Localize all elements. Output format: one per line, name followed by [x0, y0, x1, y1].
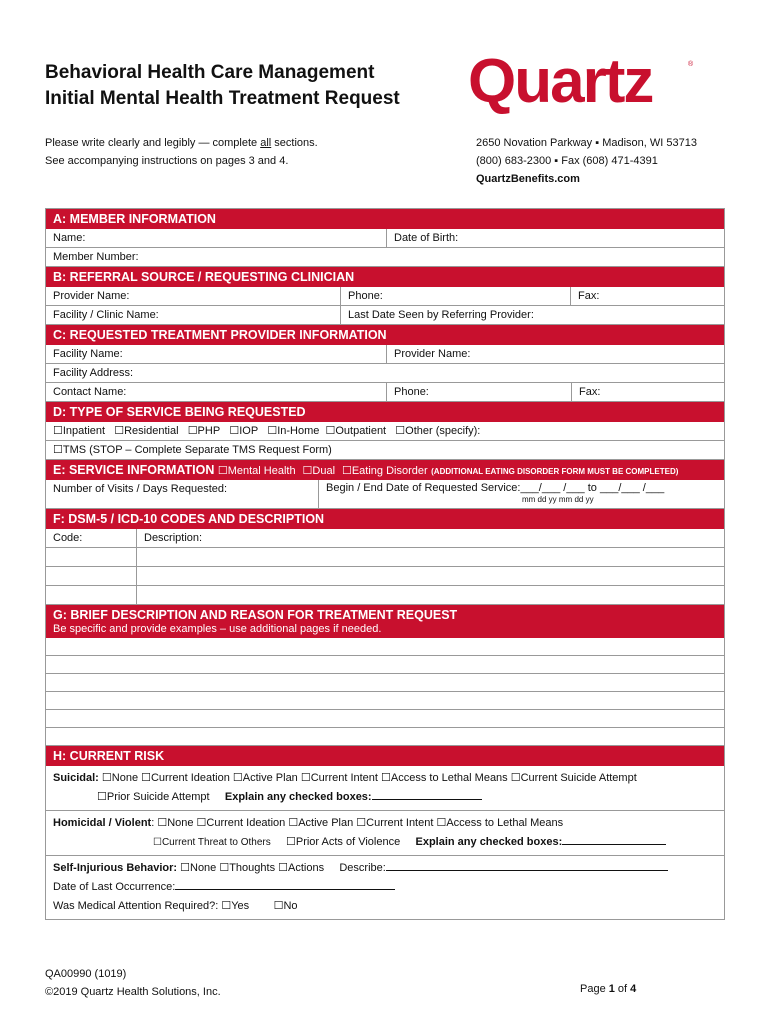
- suicidal-risk-block: Suicidal: ☐None ☐Current Ideation ☐Active Plan ☐Current Intent ☐Access to Lethal Means ☐Current Suicide Attempt ☐Prior Suicide Attempt Explain any checked boxes:: [46, 766, 724, 811]
- medical-attention-yes-checkbox[interactable]: Was Medical Attention Required?: ☐Yes: [53, 900, 250, 912]
- section-g-header: G: BRIEF DESCRIPTION AND REASON FOR TREATMENT REQUEST Be specific and provide examples – use additional pages if needed.: [46, 605, 724, 638]
- iop-checkbox[interactable]: ☐IOP: [229, 425, 259, 437]
- prior-violence-checkbox[interactable]: ☐Prior Acts of Violence: [286, 836, 401, 848]
- reason-line[interactable]: [46, 692, 724, 710]
- referring-phone-field[interactable]: Phone:: [341, 287, 571, 305]
- quartz-logo: [466, 44, 696, 124]
- title-line-2: Initial Mental Health Treatment Request: [45, 88, 400, 109]
- current-threat-checkbox[interactable]: ☐Current Threat to Others: [153, 837, 271, 848]
- last-occurrence-field[interactable]: [175, 889, 395, 890]
- website-link[interactable]: QuartzBenefits.com: [476, 173, 580, 185]
- prior-suicide-attempt-checkbox[interactable]: ☐Prior Suicide Attempt: [97, 791, 210, 803]
- description-field[interactable]: [137, 548, 724, 566]
- self-injury-options[interactable]: ☐None ☐Thoughts ☐Actions: [177, 862, 325, 874]
- facility-address-field[interactable]: Facility Address:: [53, 367, 134, 379]
- code-field[interactable]: [46, 567, 137, 585]
- reason-line[interactable]: [46, 674, 724, 692]
- intro-text: Please write clearly and legibly — complete all sections. See accompanying instructions on pages 3 and 4.: [45, 137, 318, 167]
- eating-disorder-note: (ADDITIONAL EATING DISORDER FORM MUST BE COMPLETED): [431, 467, 679, 476]
- tms-checkbox[interactable]: ☐TMS (STOP – Complete Separate TMS Request Form): [46, 441, 724, 460]
- service-dates-field[interactable]: Begin / End Date of Requested Service:___/___ /___ to ___/___ /___ mm dd yy mm dd yy: [326, 482, 665, 504]
- svg-text:®: ®: [688, 61, 694, 68]
- php-checkbox[interactable]: ☐PHP: [187, 425, 221, 437]
- member-number-field[interactable]: Member Number:: [53, 251, 139, 263]
- last-date-seen-field[interactable]: Last Date Seen by Referring Provider:: [348, 309, 534, 321]
- dual-checkbox[interactable]: ☐Dual: [302, 465, 336, 477]
- section-g-subtitle: Be specific and provide examples – use additional pages if needed.: [53, 623, 382, 635]
- phone-line: (800) 683-2300 ▪ Fax (608) 471-4391: [476, 155, 658, 167]
- description-field[interactable]: [137, 586, 724, 604]
- medical-attention-no-checkbox[interactable]: ☐No: [273, 900, 298, 912]
- code-field[interactable]: [46, 586, 137, 604]
- code-field[interactable]: Code:: [46, 529, 137, 547]
- residential-checkbox[interactable]: ☐Residential: [114, 425, 179, 437]
- member-name-field[interactable]: Name:: [46, 229, 387, 247]
- address-block: [476, 134, 697, 188]
- outpatient-checkbox[interactable]: ☐Outpatient: [325, 425, 387, 437]
- treatment-facility-name-field[interactable]: Facility Name:: [46, 345, 387, 363]
- description-field[interactable]: Description:: [144, 532, 203, 544]
- copyright: ©2019 Quartz Health Solutions, Inc.: [45, 986, 221, 998]
- eating-disorder-checkbox[interactable]: ☐Eating Disorder: [341, 465, 428, 477]
- date-of-birth-field[interactable]: Date of Birth:: [394, 232, 459, 244]
- form-title: [45, 60, 400, 112]
- section-a-header: A: MEMBER INFORMATION: [46, 209, 724, 229]
- mental-health-checkbox[interactable]: ☐Mental Health: [217, 465, 296, 477]
- service-type-options: [46, 422, 724, 441]
- visits-requested-field[interactable]: Number of Visits / Days Requested:: [46, 480, 319, 508]
- logo-text: Quartz: [468, 47, 653, 116]
- section-b-header: B: REFERRAL SOURCE / REQUESTING CLINICIAN: [46, 267, 724, 287]
- facility-clinic-name-field[interactable]: Facility / Clinic Name:: [46, 306, 341, 324]
- reason-line[interactable]: [46, 728, 724, 746]
- treatment-fax-field[interactable]: Fax:: [579, 386, 601, 398]
- address-line: 2650 Novation Parkway ▪ Madison, WI 53713: [476, 137, 697, 149]
- homicidal-risk-block: Homicidal / Violent: ☐None ☐Current Ideation ☐Active Plan ☐Current Intent ☐Access to Lethal Means ☐Current Threat to Others ☐Prior Acts of Violence Explain any checked boxes:: [46, 811, 724, 856]
- section-c-header: C: REQUESTED TREATMENT PROVIDER INFORMATION: [46, 325, 724, 345]
- footer-info: [45, 965, 221, 1001]
- section-d-header: D: TYPE OF SERVICE BEING REQUESTED: [46, 402, 724, 422]
- request-form: [45, 208, 725, 920]
- contact-name-field[interactable]: Contact Name:: [46, 383, 387, 401]
- section-e-header: E: SERVICE INFORMATION ☐Mental Health ☐Dual ☐Eating Disorder (ADDITIONAL EATING DISORDER FORM MUST BE COMPLETED): [46, 460, 724, 480]
- code-field[interactable]: [46, 548, 137, 566]
- homicidal-options[interactable]: : ☐None ☐Current Ideation ☐Active Plan ☐Current Intent ☐Access to Lethal Means: [151, 817, 564, 829]
- treatment-provider-name-field[interactable]: Provider Name:: [394, 348, 471, 360]
- description-field[interactable]: [137, 567, 724, 585]
- page-number: Page 1 of 4: [580, 983, 637, 995]
- describe-field[interactable]: [386, 870, 668, 871]
- inpatient-checkbox[interactable]: ☐Inpatient: [53, 425, 106, 437]
- referring-provider-name-field[interactable]: Provider Name:: [46, 287, 341, 305]
- reason-line[interactable]: [46, 656, 724, 674]
- homicidal-explain-field[interactable]: [562, 844, 666, 845]
- in-home-checkbox[interactable]: ☐In-Home: [267, 425, 320, 437]
- self-injury-block: Self-Injurious Behavior: ☐None ☐Thoughts ☐Actions Describe: Date of Last Occurrence: Was Medical Attention Required?: ☐Yes ☐No: [46, 856, 724, 919]
- treatment-phone-field[interactable]: Phone:: [387, 383, 572, 401]
- reason-line[interactable]: [46, 710, 724, 728]
- title-line-1: Behavioral Health Care Management: [45, 62, 375, 83]
- suicidal-options[interactable]: ☐None ☐Current Ideation ☐Active Plan ☐Current Intent ☐Access to Lethal Means ☐Current Suicide Attempt: [98, 772, 637, 784]
- referring-fax-field[interactable]: Fax:: [578, 290, 600, 302]
- other-specify-checkbox[interactable]: ☐Other (specify):: [395, 425, 481, 437]
- form-code: QA00990 (1019): [45, 968, 127, 980]
- section-h-header: H: CURRENT RISK: [46, 746, 724, 766]
- reason-line[interactable]: [46, 638, 724, 656]
- section-f-header: F: DSM-5 / ICD-10 CODES AND DESCRIPTION: [46, 509, 724, 529]
- suicidal-explain-field[interactable]: [372, 799, 482, 800]
